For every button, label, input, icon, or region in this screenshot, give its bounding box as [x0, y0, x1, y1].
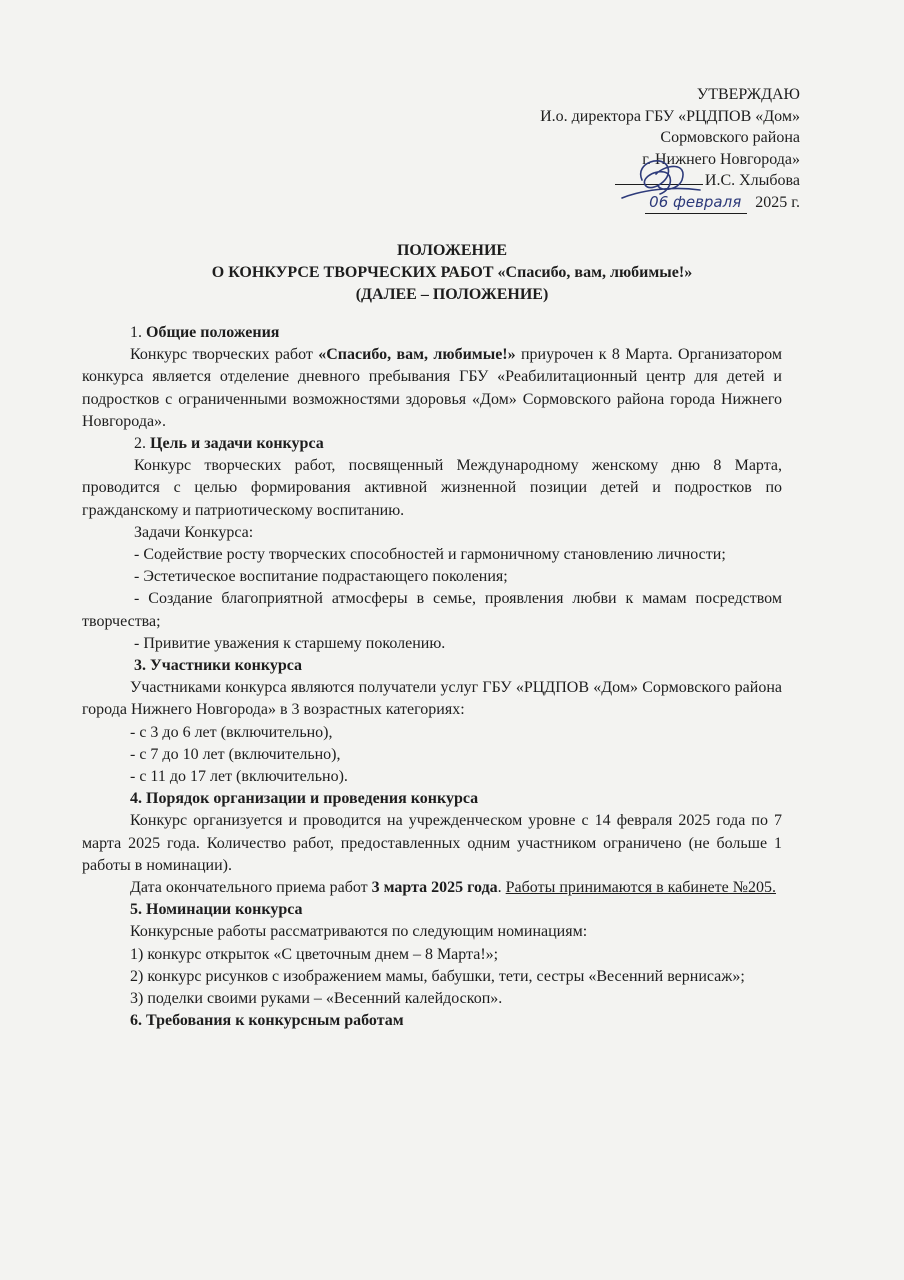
- title-line-3: (ДАЛЕЕ – ПОЛОЖЕНИЕ): [355, 286, 549, 303]
- section-4-paragraph-2: [82, 877, 782, 899]
- section-5-heading: 5. Номинации конкурса: [130, 901, 303, 919]
- deadline-date: 3 марта 2025 года: [371, 879, 498, 897]
- age-category-1: - с 3 до 6 лет (включительно),: [130, 723, 333, 741]
- nomination-3: 3) поделки своими руками – «Весенний калейдоскоп».: [130, 990, 503, 1008]
- submission-room: Работы принимаются в кабинете №205.: [505, 879, 776, 897]
- document-body: [82, 322, 782, 1033]
- approval-position: И.о. директора ГБУ «РЦДПОВ «Дом»: [540, 107, 800, 125]
- age-category-3: - с 11 до 17 лет (включительно).: [130, 768, 348, 786]
- nomination-1: 1) конкурс открыток «С цветочным днем – 8 Марта!»;: [130, 945, 499, 963]
- section-3-paragraph: Участниками конкурса являются получатели услуг ГБУ «РЦДПОВ «Дом» Сормовского района города Нижнего Новгорода» в 3 возрастных категориях:: [82, 679, 782, 719]
- section-1-number: 1.: [130, 324, 142, 341]
- age-category-2: - с 7 до 10 лет (включительно),: [130, 745, 341, 763]
- task-item-3: - Создание благоприятной атмосферы в семье, проявления любви к мамам посредством творчества;: [82, 590, 782, 630]
- section-5-paragraph: Конкурсные работы рассматриваются по следующим номинациям:: [130, 923, 588, 941]
- section-1-text-a: Конкурс творческих работ: [130, 346, 319, 364]
- task-item-1: - Содействие росту творческих способностей и гармоничному становлению личности;: [134, 546, 726, 564]
- section-4-heading: 4. Порядок организации и проведения конкурса: [130, 790, 479, 808]
- document-title: [0, 240, 904, 306]
- section-1-heading: [82, 322, 782, 344]
- section-3-heading: 3. Участники конкурса: [134, 657, 303, 675]
- title-line-1: ПОЛОЖЕНИЕ: [396, 242, 508, 259]
- approval-district: Сормовского района: [660, 129, 800, 146]
- section-1-text-b: приурочен к 8 Марта. Организатором конкурса является отделение дневного пребывания ГБУ «Реабилитационный центр для детей и подростков с ограниченными возможностями здоровья «Дом» Сормовского района города Нижнего Новгорода».: [82, 346, 782, 430]
- approval-signer: И.С. Хлыбова: [704, 172, 800, 189]
- contest-name: «Спасибо, вам, любимые!»: [318, 346, 516, 364]
- section-2-paragraph: Конкурс творческих работ, посвященный Международному женскому дню 8 Марта, проводится с целью формирования активной жизненной позиции детей и подростков по гражданскому и патриотическому воспитанию.: [82, 457, 782, 519]
- title-line-2: О КОНКУРСЕ ТВОРЧЕСКИХ РАБОТ «Спасибо, вам, любимые!»: [211, 264, 693, 281]
- approval-date-year: 2025 г.: [755, 193, 800, 211]
- section-2-title: Цель и задачи конкурса: [150, 435, 324, 453]
- approval-city: г. Нижнего Новгорода»: [642, 150, 800, 168]
- section-4-paragraph-1: Конкурс организуется и проводится на учрежденческом уровне с 14 февраля 2025 года по 7 марта 2025 года. Количество работ, предоставленных одним участником ограничено (не больше 1 работы в номинации).: [82, 812, 782, 874]
- deadline-text: Дата окончательного приема работ: [130, 879, 372, 897]
- section-2-heading: [82, 433, 782, 455]
- section-1-title: Общие положения: [146, 324, 280, 341]
- tasks-label: Задачи Конкурса:: [134, 523, 254, 541]
- approval-heading: УТВЕРЖДАЮ: [696, 86, 800, 103]
- task-item-2: - Эстетическое воспитание подрастающего поколения;: [134, 568, 508, 586]
- section-6-heading: 6. Требования к конкурсным работам: [130, 1012, 404, 1030]
- section-1-paragraph: [82, 344, 782, 433]
- section-2-number: 2.: [134, 435, 146, 453]
- signature-mark: [612, 150, 704, 210]
- nomination-2: 2) конкурс рисунков с изображением мамы, бабушки, тети, сестры «Весенний вернисаж»;: [130, 967, 745, 985]
- approval-date-handwritten: 06 февраля: [645, 192, 747, 215]
- task-item-4: - Привитие уважения к старшему поколению.: [134, 634, 446, 652]
- deadline-dot: .: [497, 879, 506, 897]
